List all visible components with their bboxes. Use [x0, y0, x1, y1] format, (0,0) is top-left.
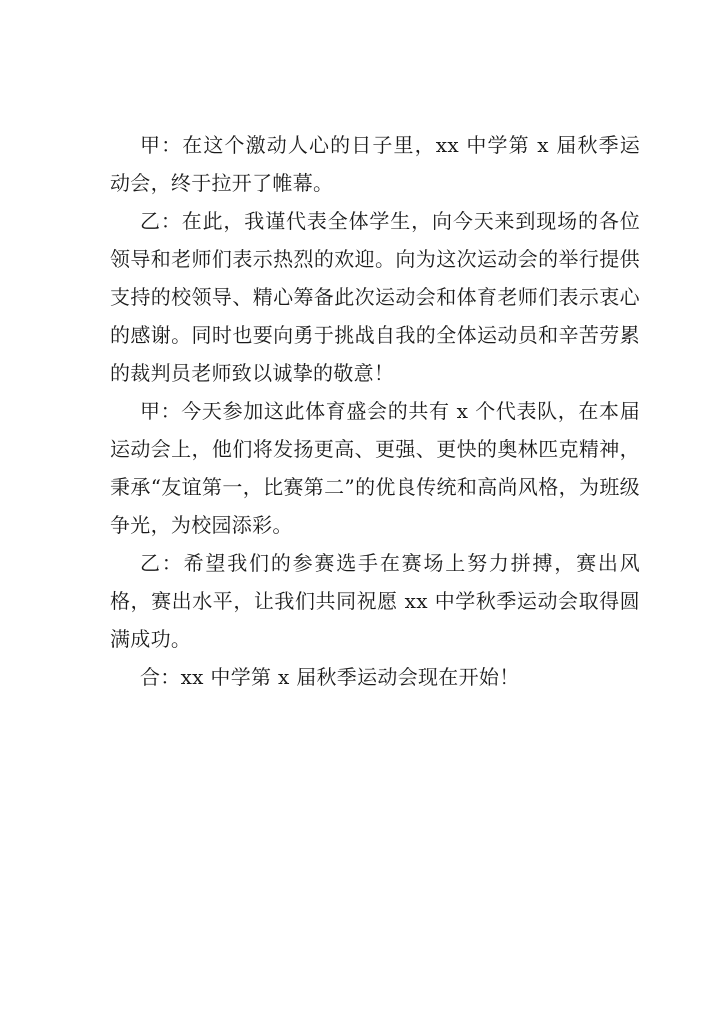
document-body — [110, 126, 640, 696]
paragraph-host-a-opening: 甲：在这个激动人心的日子里，xx 中学第 x 届秋季运动会，终于拉开了帷幕。 — [110, 133, 640, 195]
paragraph-host-b-wishes: 乙：希望我们的参赛选手在赛场上努力拼搏，赛出风格，赛出水平，让我们共同祝愿 xx 中学秋季运动会取得圆满成功。 — [110, 551, 640, 651]
paragraph-host-a-teams: 甲：今天参加这此体育盛会的共有 x 个代表队，在本届运动会上，他们将发扬更高、更强、更快的奥林匹克精神，秉承“友谊第一，比赛第二”的优良传统和高尚风格，为班级争光，为校园添彩。 — [110, 399, 640, 537]
paragraph-together-start: 合：xx 中学第 x 届秋季运动会现在开始！ — [140, 665, 520, 689]
paragraph-host-b-welcome: 乙：在此，我谨代表全体学生，向今天来到现场的各位领导和老师们表示热烈的欢迎。向为这次运动会的举行提供支持的校领导、精心筹备此次运动会和体育老师们表示衷心的感谢。同时也要向勇于挑战自我的全体运动员和辛苦劳累的裁判员老师致以诚挚的敬意！ — [110, 209, 640, 385]
